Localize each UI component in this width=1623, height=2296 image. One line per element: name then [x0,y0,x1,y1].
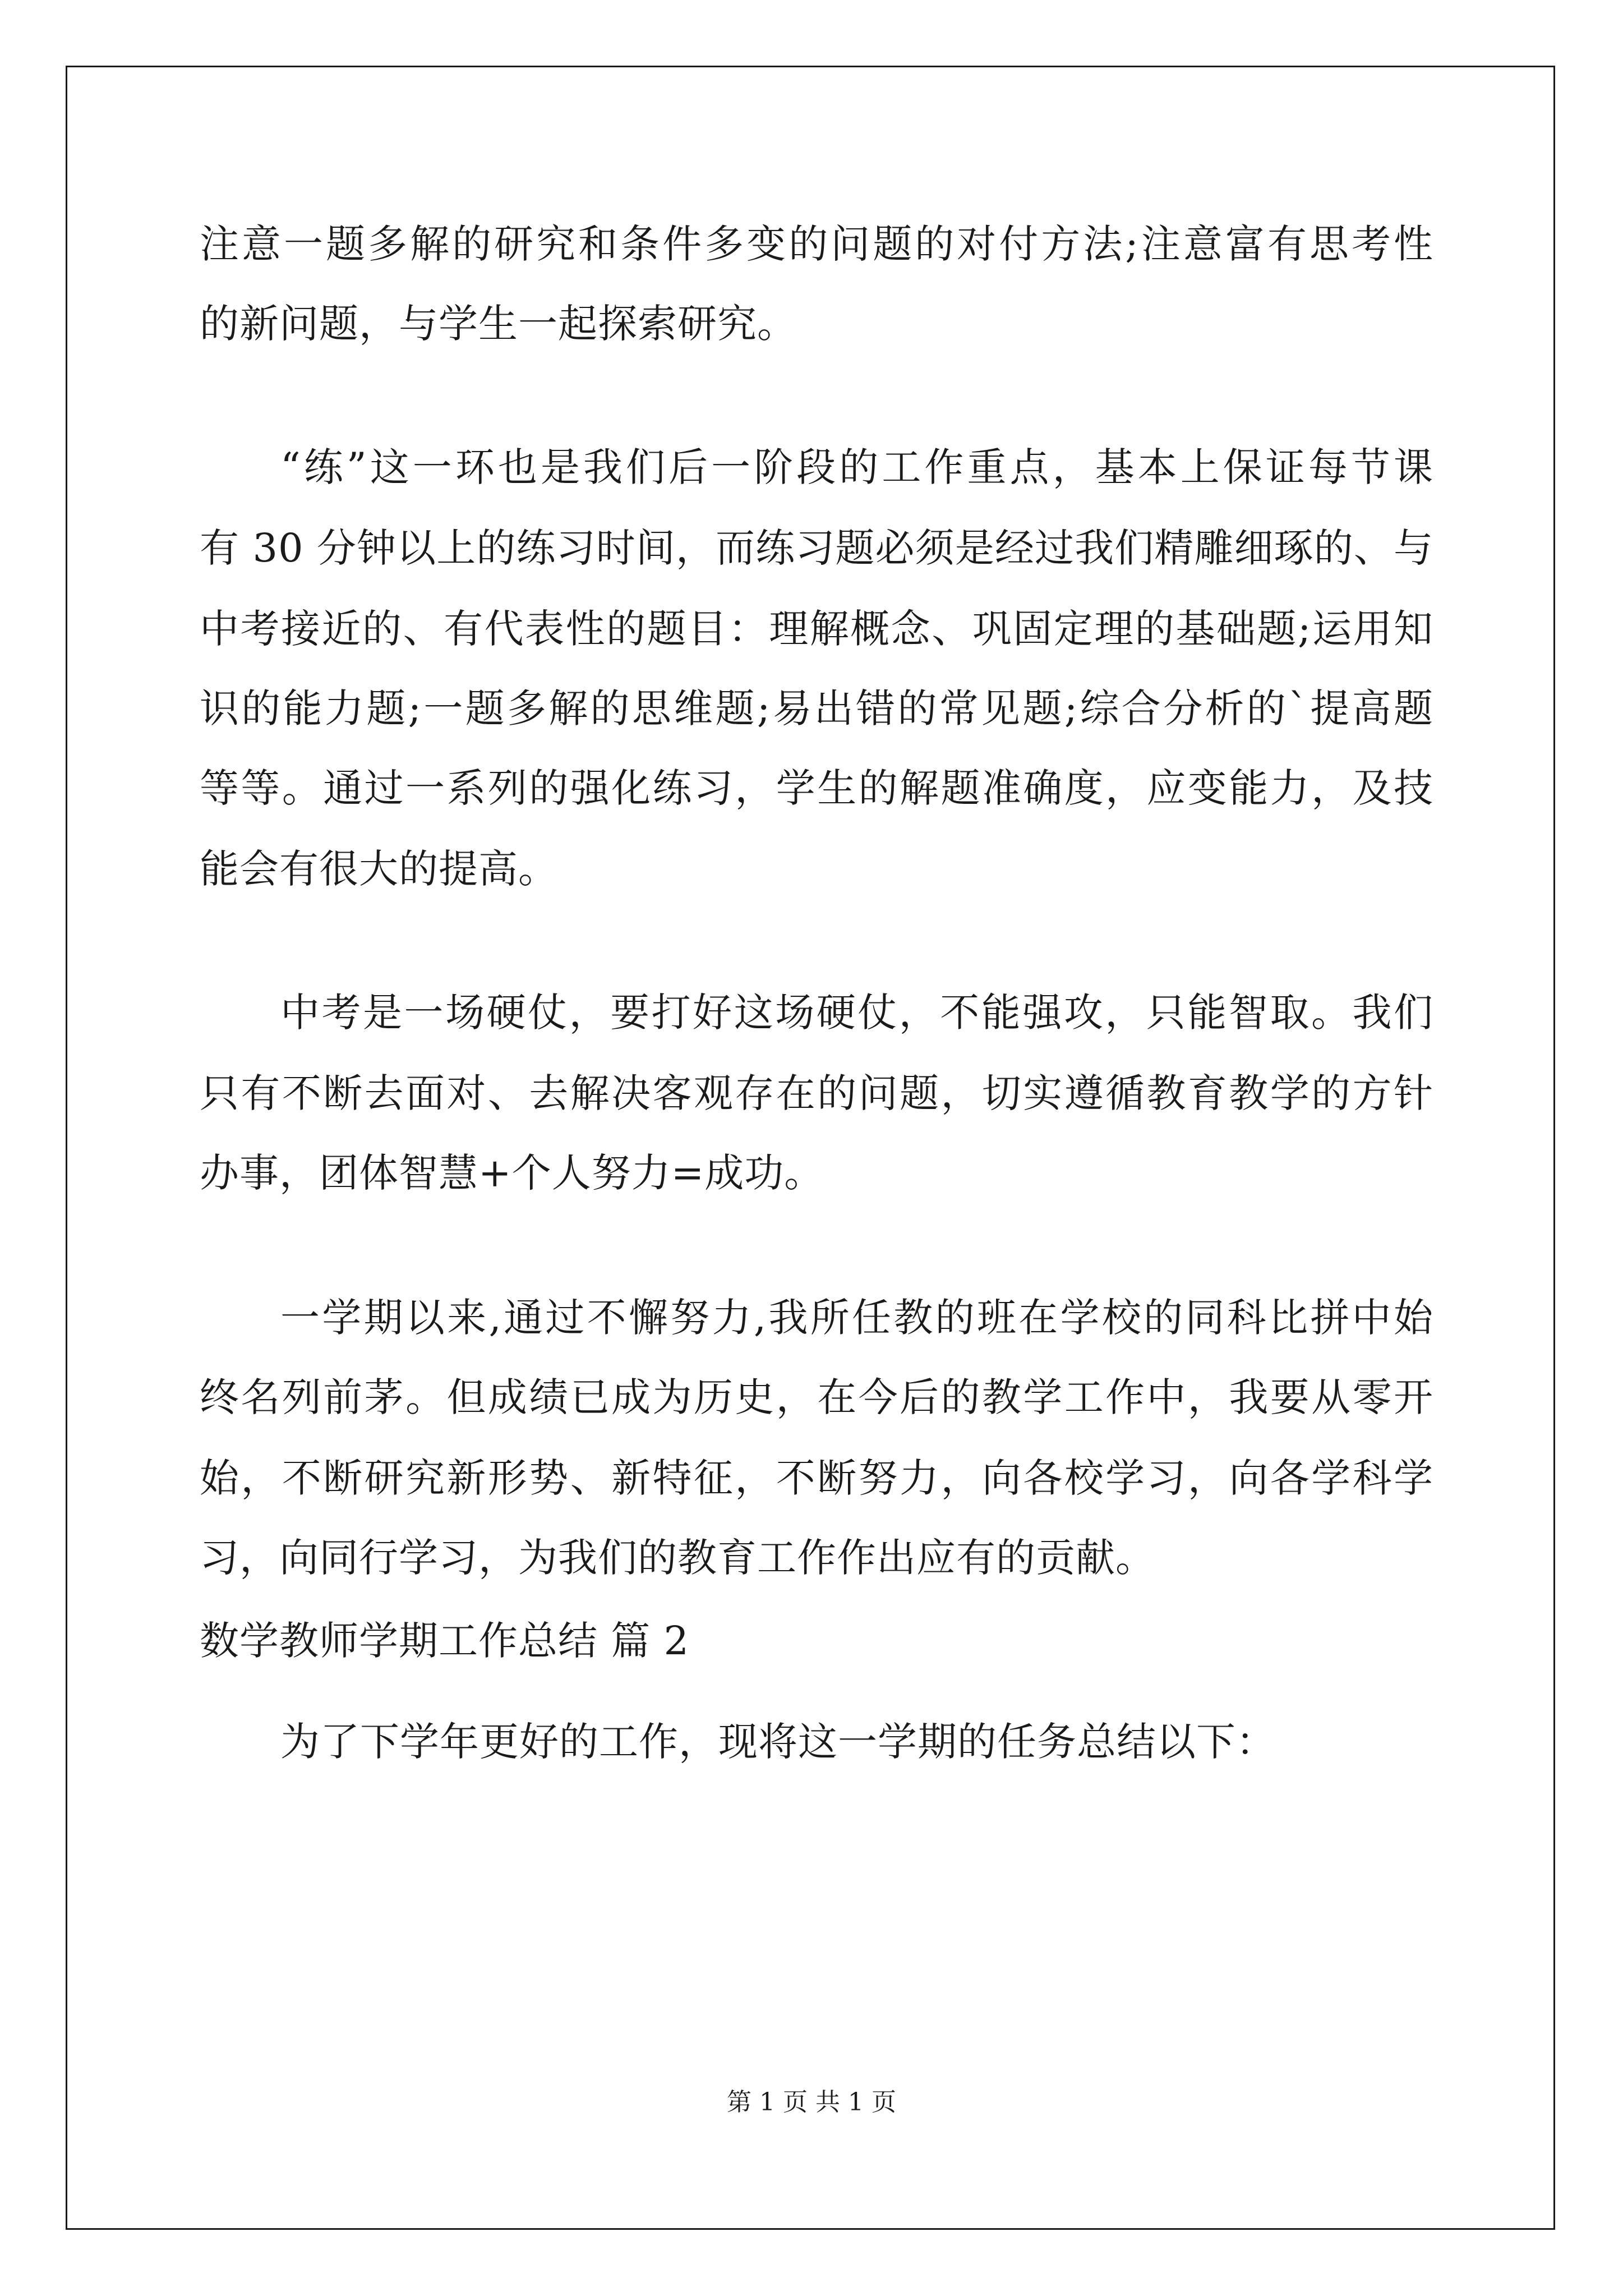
page-footer: 第 1 页 共 1 页 [727,2088,896,2116]
paragraph-4-line-1: 一学期以来,通过不懈努力,我所任教的班在学校的同科比拼中始 [280,1295,1433,1341]
paragraph-4-line-2: 终名列前茅。但成绩已成为历史，在今后的教学工作中，我要从零开 [200,1374,1433,1420]
paragraph-2-line-6: 能会有很大的提高。 [200,846,558,892]
paragraph-4-line-3: 始，不断研究新形势、新特征，不断努力，向各校学习，向各学科学 [200,1455,1433,1501]
paragraph-3-line-1: 中考是一场硬仗，要打好这场硬仗，不能强攻，只能智取。我们 [280,990,1433,1036]
paragraph-3-line-3: 办事，团体智慧+个人努力=成功。 [200,1150,824,1196]
paragraph-2-line-1: “练”这一环也是我们后一阶段的工作重点，基本上保证每节课 [280,444,1433,490]
paragraph-4-line-4: 习，向同行学习，为我们的教育工作作出应有的贡献。 [200,1535,1155,1581]
section-heading: 数学教师学期工作总结 篇 2 [200,1618,690,1664]
paragraph-2-line-4: 识的能力题;一题多解的思维题;易出错的常见题;综合分析的`提高题 [200,685,1433,731]
paragraph-3-line-2: 只有不断去面对、去解决客观存在的问题，切实遵循教育教学的方针 [200,1070,1433,1116]
paragraph-2-line-5: 等等。通过一系列的强化练习，学生的解题准确度，应变能力，及技 [200,765,1433,811]
paragraph-1-line-1: 注意一题多解的研究和条件多变的问题的对付方法;注意富有思考性 [200,221,1433,267]
paragraph-5-line-1: 为了下学年更好的工作，现将这一学期的任务总结以下： [280,1719,1276,1765]
paragraph-1-line-2: 的新问题，与学生一起探索研究。 [200,301,797,347]
paragraph-2-line-2: 有 30 分钟以上的练习时间，而练习题必须是经过我们精雕细琢的、与 [200,525,1433,571]
paragraph-2-line-3: 中考接近的、有代表性的题目：理解概念、巩固定理的基础题;运用知 [200,606,1433,652]
